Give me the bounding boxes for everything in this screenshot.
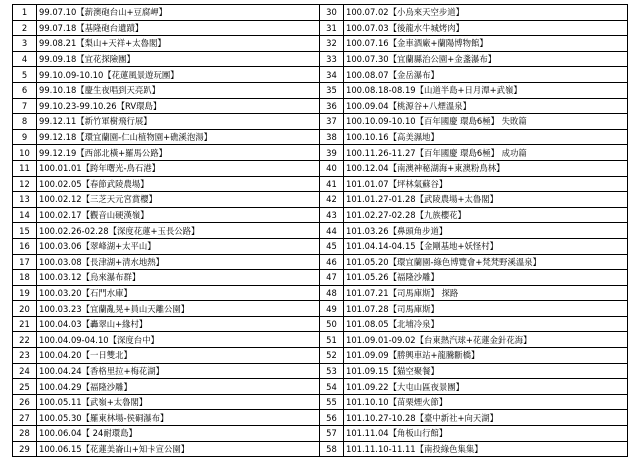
left-entry-number: 28 (13, 426, 37, 442)
right-entry-number: 55 (320, 394, 344, 410)
right-entry-number: 39 (320, 145, 344, 161)
table-row (13, 176, 628, 192)
left-entry-number: 2 (13, 20, 37, 36)
left-entry-number: 14 (13, 207, 37, 223)
right-entry-text: 101.07.21【司馬庫斯】 探路 (344, 285, 628, 301)
left-entry-number: 3 (13, 36, 37, 52)
table-row (13, 316, 628, 332)
right-entry-text: 100.08.18-08.19【山道半島+日月潭+武嶺】 (344, 82, 628, 98)
left-entry-text: 100.06.04【 24耐環島】 (37, 426, 320, 442)
right-entry-number: 38 (320, 129, 344, 145)
right-entry-text: 100.07.30【宜蘭縣治公園+金盞瀑布】 (344, 51, 628, 67)
table-row (13, 348, 628, 364)
left-entry-text: 100.04.09-04.10【深度台中】 (37, 332, 320, 348)
left-entry-number: 21 (13, 316, 37, 332)
left-entry-number: 29 (13, 441, 37, 457)
left-entry-text: 100.04.03【轟翠山+緣村】 (37, 316, 320, 332)
right-entry-text: 101.10.27-10.28【臺中新社+向天湖】 (344, 410, 628, 426)
left-entry-text: 100.03.12【烏來瀑布群】 (37, 270, 320, 286)
left-entry-number: 10 (13, 145, 37, 161)
left-entry-text: 100.03.20【石門水庫】 (37, 285, 320, 301)
left-entry-text: 100.04.24【香格里拉+梅花湖】 (37, 363, 320, 379)
table-row (13, 82, 628, 98)
left-entry-text: 99.10.18【慶生夜唱到天亮趴】 (37, 82, 320, 98)
table-row (13, 379, 628, 395)
left-entry-text: 100.03.08【長津湖+清水地熱】 (37, 254, 320, 270)
table-row (13, 410, 628, 426)
table-row (13, 285, 628, 301)
right-entry-number: 45 (320, 238, 344, 254)
trip-log-body (13, 5, 628, 457)
table-row (13, 129, 628, 145)
right-entry-text: 100.08.07【金岳瀑布】 (344, 67, 628, 83)
left-entry-number: 20 (13, 301, 37, 317)
table-row (13, 20, 628, 36)
left-entry-text: 100.04.29【福隆沙雕】 (37, 379, 320, 395)
right-entry-text: 101.04.14-04.15【金剛基地+妖怪村】 (344, 238, 628, 254)
table-row (13, 51, 628, 67)
right-entry-text: 101.09.01-09.02【台東熱汽球+花蓮金針花海】 (344, 332, 628, 348)
right-entry-text: 101.10.10【苗栗煙火節】 (344, 394, 628, 410)
right-entry-number: 50 (320, 316, 344, 332)
right-entry-number: 43 (320, 207, 344, 223)
left-entry-number: 8 (13, 114, 37, 130)
right-entry-text: 100.07.02【小烏來天空步道】 (344, 5, 628, 21)
table-row (13, 98, 628, 114)
right-entry-number: 58 (320, 441, 344, 457)
right-entry-number: 46 (320, 254, 344, 270)
left-entry-text: 100.03.06【翠峰湖+太平山】 (37, 238, 320, 254)
left-entry-text: 100.06.15【花蓮美崙山+知卡宣公園】 (37, 441, 320, 457)
right-entry-number: 56 (320, 410, 344, 426)
right-entry-text: 101.05.20【環宜蘭園-綠色博覽會+梵梵野溪溫泉】 (344, 254, 628, 270)
right-entry-number: 31 (320, 20, 344, 36)
right-entry-text: 101.07.28【司馬庫斯】 (344, 301, 628, 317)
left-entry-text: 100.01.01【跨年曙光-鳥石港】 (37, 160, 320, 176)
right-entry-text: 100.11.26-11.27【百年國慶 環島6極】 成功篇 (344, 145, 628, 161)
left-entry-number: 18 (13, 270, 37, 286)
table-row (13, 254, 628, 270)
right-entry-text: 100.07.03【後龍水牛城烤肉】 (344, 20, 628, 36)
right-entry-number: 44 (320, 223, 344, 239)
table-row (13, 5, 628, 21)
right-entry-number: 33 (320, 51, 344, 67)
left-entry-number: 9 (13, 129, 37, 145)
left-entry-text: 100.03.23【宜蘭亂晃+員山天離公園】 (37, 301, 320, 317)
table-row (13, 114, 628, 130)
right-entry-text: 101.02.27-02.28【九族櫻花】 (344, 207, 628, 223)
table-row (13, 238, 628, 254)
table-row (13, 301, 628, 317)
right-entry-number: 34 (320, 67, 344, 83)
right-entry-number: 35 (320, 82, 344, 98)
left-entry-number: 19 (13, 285, 37, 301)
left-entry-number: 13 (13, 192, 37, 208)
table-row (13, 270, 628, 286)
left-entry-text: 99.12.19【西部北橫+羅馬公路】 (37, 145, 320, 161)
left-entry-number: 27 (13, 410, 37, 426)
right-entry-text: 101.11.04【角板山行館】 (344, 426, 628, 442)
left-entry-text: 100.05.11【武嶺+太魯閣】 (37, 394, 320, 410)
right-entry-number: 47 (320, 270, 344, 286)
table-row (13, 207, 628, 223)
left-entry-text: 100.04.20【一日雙北】 (37, 348, 320, 364)
right-entry-text: 101.09.09【勝興車站+龍騰斷橋】 (344, 348, 628, 364)
table-row (13, 426, 628, 442)
right-entry-text: 101.01.07【坪林氣蘇谷】 (344, 176, 628, 192)
trip-log-table (12, 4, 628, 457)
right-entry-text: 100.07.16【金車酒廠+蘭陽博物館】 (344, 36, 628, 52)
right-entry-number: 54 (320, 379, 344, 395)
left-entry-number: 24 (13, 363, 37, 379)
left-entry-text: 100.02.17【觀音山硬漢嶺】 (37, 207, 320, 223)
left-entry-number: 12 (13, 176, 37, 192)
left-entry-number: 1 (13, 5, 37, 21)
right-entry-text: 101.08.05【北埔冷泉】 (344, 316, 628, 332)
left-entry-text: 99.10.23-99.10.26【RV環島】 (37, 98, 320, 114)
left-entry-number: 4 (13, 51, 37, 67)
right-entry-text: 100.12.04【南澳神秘湖海+東澳粉鳥林】 (344, 160, 628, 176)
right-entry-number: 37 (320, 114, 344, 130)
left-entry-text: 99.12.18【環宜蘭園-仁山植物園+礁溪泡湯】 (37, 129, 320, 145)
right-entry-text: 100.10.16【高美濕地】 (344, 129, 628, 145)
left-entry-text: 99.09.18【宜花探險團】 (37, 51, 320, 67)
right-entry-number: 41 (320, 176, 344, 192)
left-entry-number: 25 (13, 379, 37, 395)
left-entry-number: 22 (13, 332, 37, 348)
left-entry-text: 99.07.10【薪澳砲台山+豆腐岬】 (37, 5, 320, 21)
table-row (13, 363, 628, 379)
right-entry-number: 40 (320, 160, 344, 176)
left-entry-text: 100.02.26-02.28【深度花蓮+玉長公路】 (37, 223, 320, 239)
right-entry-number: 30 (320, 5, 344, 21)
left-entry-number: 7 (13, 98, 37, 114)
left-entry-number: 26 (13, 394, 37, 410)
right-entry-number: 36 (320, 98, 344, 114)
left-entry-number: 6 (13, 82, 37, 98)
right-entry-text: 101.09.22【大屯山區夜景團】 (344, 379, 628, 395)
left-entry-text: 100.05.30【羅東林場-侯硐瀑布】 (37, 410, 320, 426)
table-row (13, 145, 628, 161)
left-entry-text: 99.07.18【基隆砲台遺蹟】 (37, 20, 320, 36)
right-entry-number: 48 (320, 285, 344, 301)
left-entry-number: 23 (13, 348, 37, 364)
left-entry-number: 11 (13, 160, 37, 176)
right-entry-text: 101.05.26【福隆沙雕】 (344, 270, 628, 286)
table-row (13, 332, 628, 348)
left-entry-text: 99.08.21【梨山+天祥+太魯閣】 (37, 36, 320, 52)
table-row (13, 441, 628, 457)
right-entry-number: 57 (320, 426, 344, 442)
left-entry-number: 5 (13, 67, 37, 83)
left-entry-text: 99.10.09-10.10【花蓮風景遊玩團】 (37, 67, 320, 83)
left-entry-text: 100.02.12【三芝天元宮賞櫻】 (37, 192, 320, 208)
right-entry-text: 101.09.15【猫空聚餐】 (344, 363, 628, 379)
left-entry-number: 17 (13, 254, 37, 270)
table-row (13, 192, 628, 208)
table-row (13, 67, 628, 83)
table-row (13, 394, 628, 410)
table-row (13, 36, 628, 52)
left-entry-text: 99.12.11【新竹軍樹飛行展】 (37, 114, 320, 130)
right-entry-number: 53 (320, 363, 344, 379)
right-entry-number: 49 (320, 301, 344, 317)
table-row (13, 160, 628, 176)
left-entry-number: 15 (13, 223, 37, 239)
left-entry-text: 100.02.05【春節武陵農場】 (37, 176, 320, 192)
right-entry-text: 100.09.04【桃源谷+八煙溫泉】 (344, 98, 628, 114)
right-entry-number: 51 (320, 332, 344, 348)
right-entry-number: 42 (320, 192, 344, 208)
right-entry-text: 101.11.10-11.11【南投綠色集集】 (344, 441, 628, 457)
right-entry-number: 52 (320, 348, 344, 364)
right-entry-text: 100.10.09-10.10【百年國慶 環島6極】 失敗篇 (344, 114, 628, 130)
table-row (13, 223, 628, 239)
left-entry-number: 16 (13, 238, 37, 254)
right-entry-number: 32 (320, 36, 344, 52)
right-entry-text: 101.03.26【鼻頭角步道】 (344, 223, 628, 239)
right-entry-text: 101.01.27-01.28【武陵農場+太魯閣】 (344, 192, 628, 208)
